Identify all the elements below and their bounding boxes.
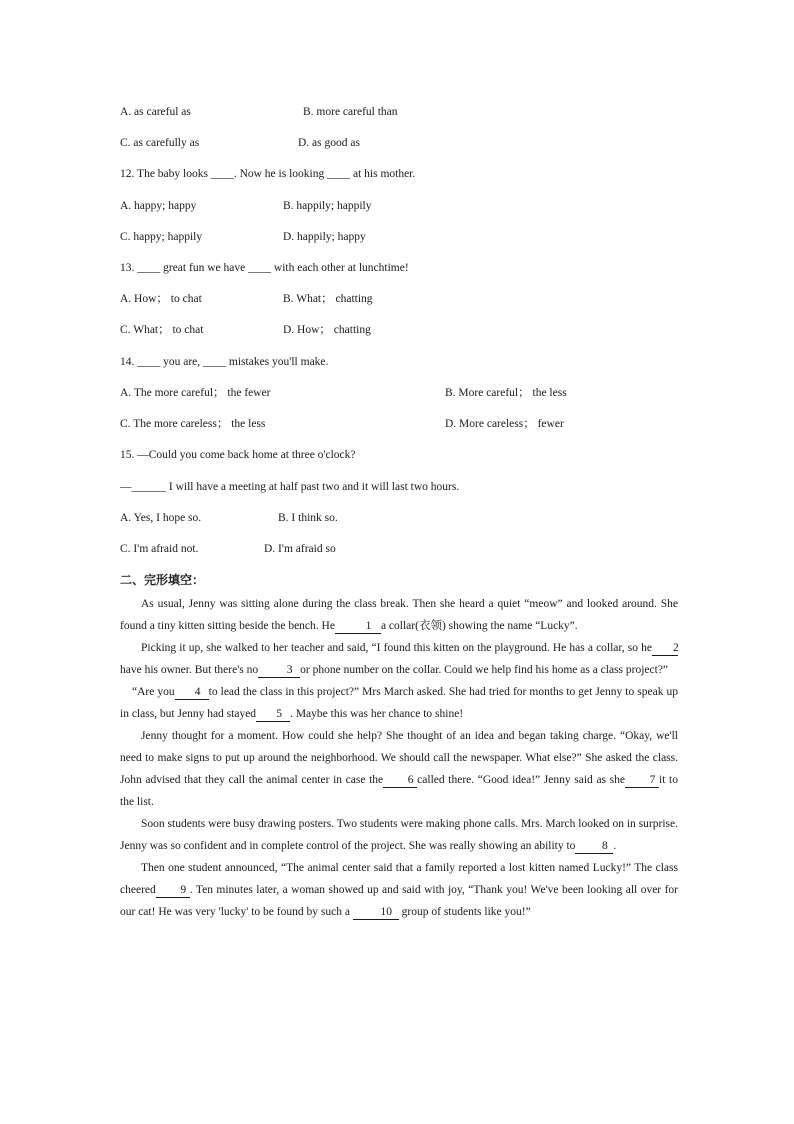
paragraph-3-text-c: . Maybe this was her chance to shine! [290,708,464,720]
paragraph-4-text-c: it to the list. [120,774,678,808]
paragraph-3-text-a: “Are you [132,686,175,698]
blank-2: 2 [652,642,678,656]
blank-4: 4 [175,686,209,700]
paragraph-4-text-b: called there. “Good idea!” Jenny said as she [417,774,626,786]
blank-3: 3 [258,664,300,678]
blank-10: 10 [353,906,399,920]
paragraph-6-text-a: Then one student announced, “The animal center said that a family reported a lost kitten named Lucky!” The class cheered [120,862,678,896]
paragraph-1-text-a: As usual, Jenny was sitting alone during the class break. Then she heard a quiet “meow” and looked around. She found a tiny kitten sitting beside the bench. He [120,598,678,632]
paragraph-3-text-b: to lead the class in this project?” Mrs March asked. She had tried for months to get Jenny to speak up in class, but Jenny had stayed [120,686,678,720]
option-c-q11: C. as carefully as [120,137,200,149]
option-c-q13: C. What； to chat [120,324,204,336]
paragraph-6 [120,857,678,923]
option-d-q14: D. More careless； fewer [445,418,564,430]
paragraph-1 [120,593,678,637]
option-c-q15: C. I'm afraid not. [120,543,199,555]
paragraph-3 [120,681,678,725]
option-d-q12: D. happily; happy [283,231,366,243]
option-b-q12: B. happily; happily [283,200,372,212]
paragraph-6-text-b: . Ten minutes later, a woman showed up and said with joy, “Thank you! We've been looking all over for our cat! He was very 'lucky' to be found by such a [120,884,678,918]
option-d-q13: D. How； chatting [283,324,371,336]
question-13-stem: 13. ____ great fun we have ____ with each other at lunchtime! [120,262,409,274]
section-title-cloze: 二、完形填空： [120,573,205,587]
paragraph-2-text-a: Picking it up, she walked to her teacher and said, “I found this kitten on the playground. He has a collar, so he [141,642,652,654]
option-d-q15: D. I'm afraid so [264,543,336,555]
option-b-q13: B. What； chatting [283,293,373,305]
paragraph-2-text-b: have his owner. But there's no [120,664,259,676]
paragraph-4-text-a: Jenny thought for a moment. How could she help? She thought of an idea and began taking charge. “Okay, we'll need to make signs to put up around the neighborhood. We should call the newspaper. What else?” She asked the class. John advised that they call the animal center in case the [120,730,678,786]
question-12-stem: 12. The baby looks ____. Now he is looking ____ at his mother. [120,168,416,180]
paragraph-6-text-c: group of students like you!” [401,906,531,918]
paragraph-1-text-b: a collar(衣领) showing the name “Lucky”. [380,620,578,632]
question-15-stem: 15. —Could you come back home at three o'clock? [120,449,356,461]
paragraph-5 [120,813,678,857]
option-b-q15: B. I think so. [278,512,338,524]
blank-5: 5 [256,708,290,722]
option-c-q12: C. happy; happily [120,231,203,243]
cloze-passage [120,593,678,923]
option-b-q11: B. more careful than [303,106,398,118]
blank-9: 9 [156,884,190,898]
question-14-stem: 14. ____ you are, ____ mistakes you'll make. [120,356,329,368]
option-a-q14: A. The more careful； the fewer [120,387,271,399]
option-c-q14: C. The more careless； the less [120,418,266,430]
blank-8: 8 [575,840,613,854]
option-a-q12: A. happy; happy [120,200,197,212]
option-a-q13: A. How； to chat [120,293,202,305]
blank-6: 6 [383,774,417,788]
option-b-q14: B. More careful； the less [445,387,567,399]
paragraph-5-text-b: . [613,840,617,852]
option-d-q11: D. as good as [298,137,360,149]
option-a-q15: A. Yes, I hope so. [120,512,202,524]
paragraph-4 [120,725,678,813]
option-a-q11: A. as careful as [120,106,191,118]
blank-7: 7 [625,774,659,788]
paragraph-2-text-c: or phone number on the collar. Could we help find his home as a class project?” [300,664,669,676]
blank-1: 1 [335,620,381,634]
paragraph-2 [120,637,678,681]
paragraph-5-text-a: Soon students were busy drawing posters. Two students were making phone calls. Mrs. March looked on in surprise. Jenny was so confident and in complete control of the project. She was really showing an ability to [120,818,678,852]
question-15-reply: —______ I will have a meeting at half past two and it will last two hours. [120,481,460,493]
